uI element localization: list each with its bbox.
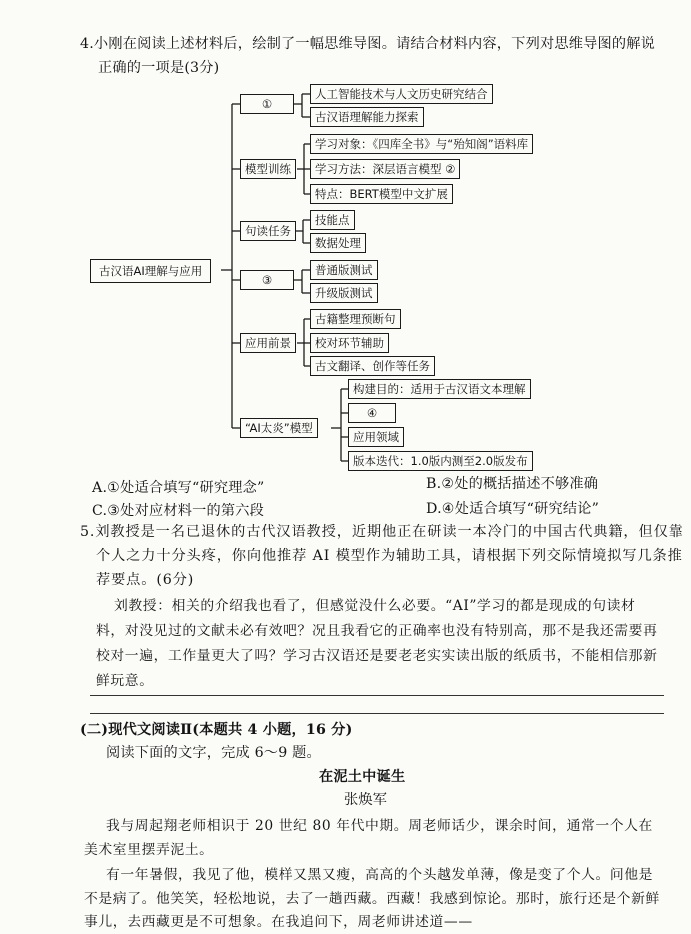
leaf-6-2: ④	[348, 403, 396, 423]
q5-quote-line4: 鲜玩意。	[96, 673, 154, 689]
branch-4: ③	[240, 270, 294, 290]
leaf-5-3: 古文翻译、创作等任务	[310, 356, 435, 376]
option-d: D.④处适合填写“研究结论”	[426, 501, 600, 517]
leaf-6-1: 构建目的：适用于古汉语文本理解	[348, 379, 531, 399]
leaf-4-1: 普通版测试	[310, 260, 378, 280]
branch-6: “AI太炎”模型	[240, 418, 318, 438]
leaf-5-1: 古籍整理预断句	[310, 309, 401, 329]
leaf-2-3: 特点：BERT模型中文扩展	[310, 184, 453, 204]
answer-line-2[interactable]	[90, 713, 664, 714]
branch-3: 句读任务	[240, 221, 296, 241]
leaf-5-2: 校对环节辅助	[310, 333, 389, 353]
leaf-6-3: 应用领域	[348, 427, 404, 447]
section2-heading: (二)现代文阅读Ⅱ(本题共 4 小题，16 分)	[80, 722, 353, 738]
leaf-2-2: 学习方法：深层语言模型 ②	[310, 159, 460, 179]
leaf-2-1: 学习对象：《四库全书》与“殆知阁”语料库	[310, 134, 533, 154]
article-p1-line1: 我与周起翔老师相识于 20 世纪 80 年代中期。周老师话少，课余时间，通常一个人在	[106, 818, 653, 834]
leaf-4-2: 升级版测试	[310, 283, 378, 303]
article-author: 张焕军	[344, 792, 388, 808]
leaf-1-2: 古汉语理解能力探索	[310, 107, 424, 127]
q5-quote-line3: 校对一遍，工作量更大了吗？学习古汉语还是要老老实实读出版的纸质书，不能相信那新	[96, 648, 658, 664]
article-p2-line3: 事儿，去西藏更是不可想象。在我追问下，周老师讲述道——	[84, 914, 473, 930]
article-p1-line2: 美术室里摆弄泥土。	[84, 842, 214, 858]
leaf-6-4: 版本迭代：1.0版内测至2.0版发布	[348, 451, 533, 471]
leaf-3-1: 技能点	[310, 210, 355, 230]
answer-line-1[interactable]	[90, 695, 664, 696]
q4-line1: 4.小刚在阅读上述材料后，绘制了一幅思维导图。请结合材料内容，下列对思维导图的解说	[80, 36, 656, 52]
branch-1: ①	[240, 94, 294, 114]
q5-line1: 5.刘教授是一名已退休的古代汉语教授，近期他正在研读一本冷门的中国古代典籍，但仅靠	[80, 524, 684, 540]
option-b: B.②处的概括描述不够准确	[426, 476, 599, 492]
option-c: C.③处对应材料一的第六段	[92, 503, 265, 519]
q5-line2: 个人之力十分头疼，你向他推荐 AI 模型作为辅助工具，请根据下列交际情境拟写几条推	[96, 548, 683, 564]
branch-2: 模型训练	[240, 159, 296, 179]
q5-quote-line2: 料，对没见过的文献未必有效吧？况且我看它的正确率也没有特别高，那不是我还需要再	[96, 623, 658, 639]
section2-instruction: 阅读下面的文字，完成 6～9 题。	[106, 745, 321, 761]
article-p2-line1: 有一年暑假，我见了他，模样又黑又瘦，高高的个头越发单薄，像是变了个人。问他是	[106, 867, 654, 883]
q5-quote-line1: 刘教授：相关的介绍我也看了，但感觉没什么必要。“AI”学习的都是现成的句读材	[114, 598, 636, 614]
option-a: A.①处适合填写“研究理念”	[92, 480, 265, 496]
leaf-3-2: 数据处理	[310, 233, 366, 253]
mindmap-root: 古汉语AI理解与应用	[90, 259, 211, 283]
leaf-1-1: 人工智能技术与人文历史研究结合	[310, 84, 493, 104]
q5-line3: 荐要点。(6分)	[96, 572, 195, 588]
article-p2-line2: 不是病了。他笑笑，轻松地说，去了一趟西藏。西藏！我感到惊论。那时，旅行还是个新鲜	[84, 891, 660, 907]
article-title: 在泥土中诞生	[319, 769, 406, 785]
q4-line2: 正确的一项是(3分)	[98, 60, 220, 76]
branch-5: 应用前景	[240, 333, 296, 353]
